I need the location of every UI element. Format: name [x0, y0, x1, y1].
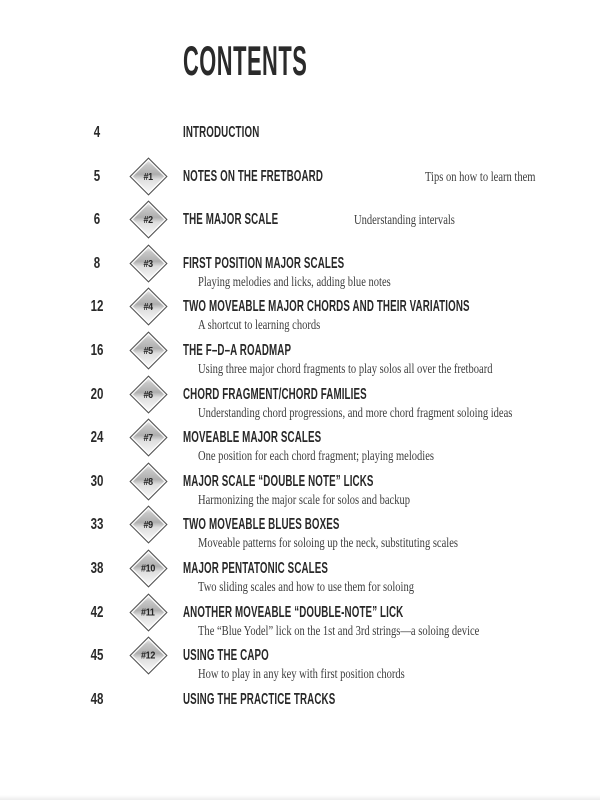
chapter-badge-label: #2 — [143, 213, 154, 226]
toc-entry — [0, 604, 600, 648]
toc-entry — [0, 560, 600, 604]
chapter-badge-label: #4 — [143, 300, 154, 313]
chapter-badge-label: #1 — [143, 170, 154, 183]
toc-entry — [0, 342, 600, 386]
entry-page-number: 30 — [90, 472, 104, 490]
entry-page-number: 12 — [90, 298, 104, 316]
entry-subtitle: Understanding intervals — [353, 212, 455, 228]
entry-page-number: 24 — [90, 429, 104, 447]
entry-title: THE F–D–A ROADMAP — [183, 341, 292, 359]
entry-title: USING THE PRACTICE TRACKS — [183, 690, 336, 708]
entry-text — [183, 429, 600, 465]
entry-subtitle: Understanding chord progressions, and more chord fragment soloing ideas — [198, 404, 513, 420]
chapter-badge-label: #6 — [143, 388, 154, 401]
toc-entry — [0, 255, 600, 299]
chapter-badge-label: #5 — [143, 344, 154, 357]
chapter-badge-label: #7 — [143, 431, 154, 444]
entry-page-number: 4 — [93, 124, 101, 141]
entry-page-number: 16 — [90, 341, 104, 359]
chapter-badge-label: #12 — [141, 649, 156, 662]
entry-title: THE MAJOR SCALE — [183, 211, 279, 229]
toc-entry — [0, 124, 600, 168]
entry-title: INTRODUCTION — [183, 124, 260, 141]
entry-subtitle: The “Blue Yodel” lick on the 1st and 3rd strings—a soloing device — [198, 622, 480, 638]
entry-subtitle: How to play in any key with first position chords — [198, 666, 405, 682]
entry-title: CHORD FRAGMENT/CHORD FAMILIES — [183, 385, 367, 403]
entry-text — [183, 647, 600, 683]
toc-entry — [0, 298, 600, 342]
toc-entry — [0, 473, 600, 517]
toc-entry — [0, 211, 600, 255]
entry-title: ANOTHER MOVEABLE “DOUBLE-NOTE” LICK — [183, 603, 404, 621]
toc-entry — [0, 168, 600, 212]
entry-subtitle: Two sliding scales and how to use them for soloing — [198, 578, 414, 594]
entry-text — [183, 342, 600, 378]
entry-text — [183, 298, 600, 334]
entry-subtitle: A shortcut to learning chords — [198, 317, 321, 333]
toc-entry — [0, 429, 600, 473]
entry-page-number: 42 — [90, 603, 104, 621]
toc-entry — [0, 516, 600, 560]
entry-text — [183, 211, 483, 229]
entry-subtitle: Harmonizing the major scale for solos and backup — [198, 491, 411, 507]
entry-subtitle: Moveable patterns for soloing up the neck, substituting scales — [198, 535, 458, 551]
page-edge-shadow — [0, 795, 600, 800]
entry-page-number: 5 — [93, 167, 101, 185]
entry-text — [183, 386, 600, 422]
entry-subtitle: Playing melodies and licks, adding blue notes — [198, 273, 391, 289]
entry-text — [183, 124, 304, 142]
entry-title: MAJOR SCALE “DOUBLE NOTE” LICKS — [183, 472, 374, 490]
entry-page-number: 33 — [90, 516, 104, 534]
entry-title: TWO MOVEABLE BLUES BOXES — [183, 516, 340, 534]
entry-page-number: 45 — [90, 647, 104, 665]
entry-title: MAJOR PENTATONIC SCALES — [183, 559, 329, 577]
entry-title: MOVEABLE MAJOR SCALES — [183, 429, 322, 447]
entry-page-number: 20 — [90, 385, 104, 403]
toc-entry — [0, 647, 600, 691]
entry-subtitle: One position for each chord fragment; playing melodies — [198, 448, 434, 464]
page-title: CONTENTS — [183, 37, 308, 84]
entry-text — [183, 473, 600, 509]
chapter-badge-label: #11 — [141, 606, 156, 619]
entry-text — [183, 168, 566, 186]
chapter-badge-label: #9 — [143, 518, 154, 531]
entry-text — [183, 604, 600, 640]
chapter-badge-label: #8 — [143, 475, 154, 488]
entry-title: FIRST POSITION MAJOR SCALES — [183, 254, 345, 272]
chapter-badge-label: #3 — [143, 257, 154, 270]
entry-text — [183, 516, 600, 552]
entry-text — [183, 560, 600, 596]
entry-title: NOTES ON THE FRETBOARD — [183, 167, 324, 185]
entry-page-number: 38 — [90, 559, 104, 577]
entry-page-number: 6 — [93, 211, 101, 229]
entry-title: TWO MOVEABLE MAJOR CHORDS AND THEIR VARIATIONS — [183, 298, 470, 316]
entry-title: USING THE CAPO — [183, 647, 269, 665]
entry-subtitle: Using three major chord fragments to play solos all over the fretboard — [198, 360, 493, 376]
toc-entry — [0, 691, 600, 735]
entry-subtitle: Tips on how to learn them — [424, 168, 536, 184]
entry-text — [183, 255, 600, 291]
table-of-contents — [0, 124, 600, 734]
chapter-badge-label: #10 — [141, 562, 156, 575]
entry-page-number: 48 — [90, 690, 104, 708]
entry-page-number: 8 — [93, 254, 101, 272]
toc-entry — [0, 386, 600, 430]
entry-text — [183, 691, 425, 709]
